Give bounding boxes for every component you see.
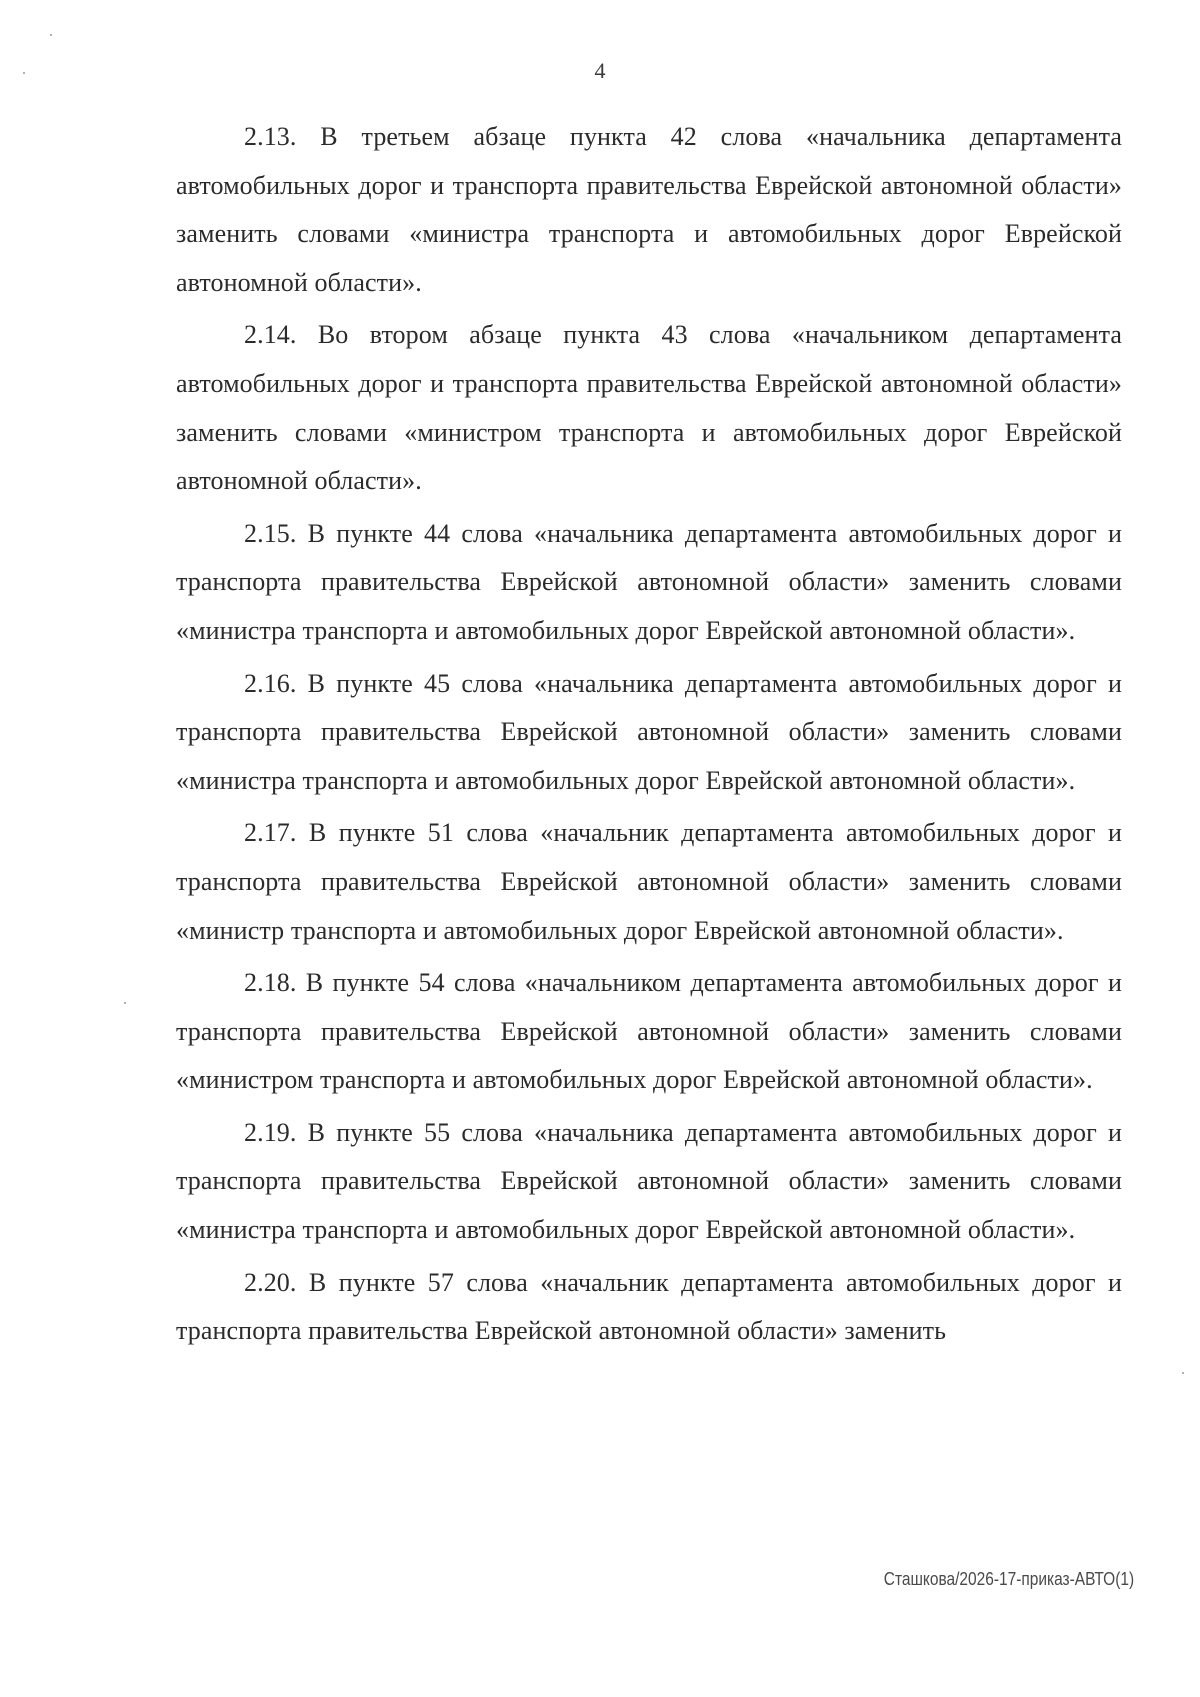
scan-speck	[23, 72, 25, 74]
paragraph-2-14: 2.14. Во втором абзаце пункта 43 слова «начальником департамента автомобильных дорог и транспорта правительства Еврейской автономной области» заменить словами «министром транспорта и автомобильных дорог Еврейской автономной области».	[176, 320, 1122, 496]
page-number: 4	[594, 58, 606, 83]
paragraph-2-19: 2.19. В пункте 55 слова «начальника департамента автомобильных дорог и транспорта правительства Еврейской автономной области» заменить словами «министра транспорта и автомобильных дорог Еврейской автономной области».	[176, 1117, 1122, 1245]
scan-speck	[124, 1002, 126, 1004]
paragraph-2-20: 2.20. В пункте 57 слова «начальник департамента автомобильных дорог и транспорта правительства Еврейской автономной области» заменить	[176, 1267, 1122, 1346]
scan-speck	[1182, 1372, 1184, 1374]
paragraph-2-16: 2.16. В пункте 45 слова «начальника департамента автомобильных дорог и транспорта правительства Еврейской автономной области» заменить словами «министра транспорта и автомобильных дорог Еврейской автономной области».	[176, 668, 1122, 795]
paragraph-2-15: 2.15. В пункте 44 слова «начальника департамента автомобильных дорог и транспорта правительства Еврейской автономной области» заменить словами «министра транспорта и автомобильных дорог Еврейской автономной области».	[176, 518, 1122, 645]
document-body	[176, 113, 1122, 1360]
scan-speck	[50, 34, 52, 36]
paragraph-2-13: 2.13. В третьем абзаце пункта 42 слова «начальника департамента автомобильных дорог и транспорта правительства Еврейской автономной области» заменить словами «министра транспорта и автомобильных дорог Еврейской автономной области».	[176, 122, 1122, 297]
document-footer-reference: Сташкова/2026-17-приказ-АВТО(1)	[883, 1569, 1134, 1589]
paragraph-2-18: 2.18. В пункте 54 слова «начальником департамента автомобильных дорог и транспорта правительства Еврейской автономной области» заменить словами «министром транспорта и автомобильных дорог Еврейской автономной области».	[176, 968, 1122, 1095]
paragraph-2-17: 2.17. В пункте 51 слова «начальник департамента автомобильных дорог и транспорта правительства Еврейской автономной области» заменить словами «министр транспорта и автомобильных дорог Еврейской автономной области».	[176, 818, 1122, 945]
